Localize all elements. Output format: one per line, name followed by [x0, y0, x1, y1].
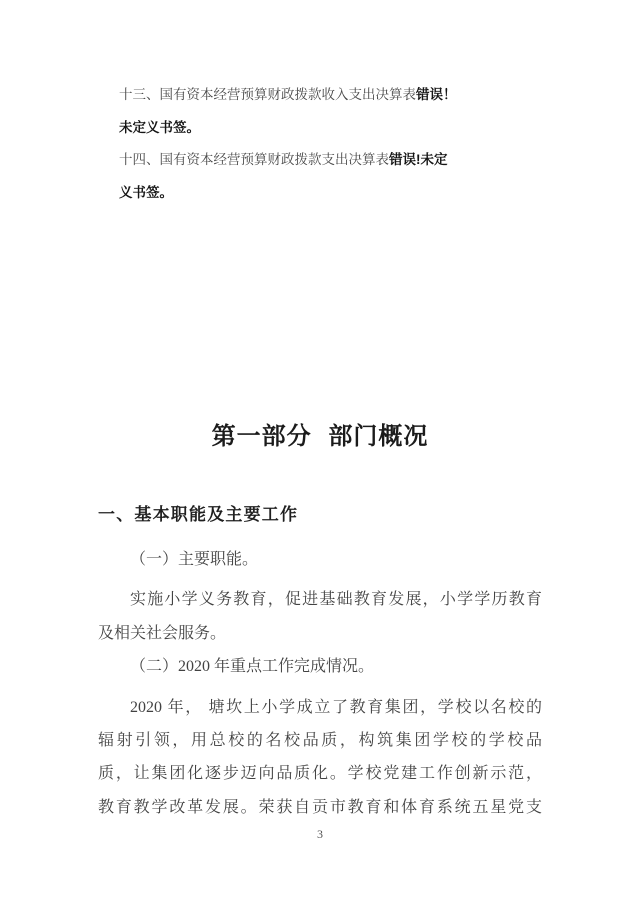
- paragraph-line: 质，让集团化逐步迈向品质化。学校党建工作创新示范，: [98, 765, 542, 783]
- paragraph-line: 2020 年， 塘坎上小学成立了教育集团，学校以名校的: [130, 698, 542, 716]
- toc-line: [119, 79, 559, 112]
- error-bookmark-text: 错误!未定: [389, 152, 448, 167]
- toc-line: [119, 177, 559, 210]
- paragraph-line: 辐射引领，用总校的名校品质，构筑集团学校的学校品: [98, 731, 542, 749]
- paragraph-line: 教育教学改革发展。荣获自贡市教育和体育系统五星党支: [98, 798, 542, 816]
- error-bookmark-text: 错误！: [416, 87, 457, 102]
- paragraph-line: （一）主要职能。: [130, 551, 259, 568]
- error-bookmark-text: 未定义书签。: [119, 119, 200, 135]
- error-bookmark-text: 义书签。: [119, 184, 173, 200]
- toc-line: [119, 144, 559, 177]
- toc-fragment: [119, 79, 559, 209]
- toc-entry-text: 十三、国有资本经营预算财政拨款收入支出决算表: [119, 87, 416, 102]
- paragraph-line: （二）2020 年重点工作完成情况。: [130, 658, 375, 676]
- body-text: [98, 543, 542, 824]
- paragraph-line: 及相关社会服务。: [98, 624, 227, 642]
- part-title: 第一部分 部门概况: [211, 423, 429, 450]
- section-heading: 一、基本职能及主要工作: [98, 505, 299, 524]
- page-number: 3: [317, 827, 323, 841]
- toc-line: [119, 112, 559, 145]
- paragraph-line: 实施小学义务教育，促进基础教育发展，小学学历教育: [130, 591, 542, 609]
- toc-entry-text: 十四、国有资本经营预算财政拨款支出决算表: [119, 152, 389, 167]
